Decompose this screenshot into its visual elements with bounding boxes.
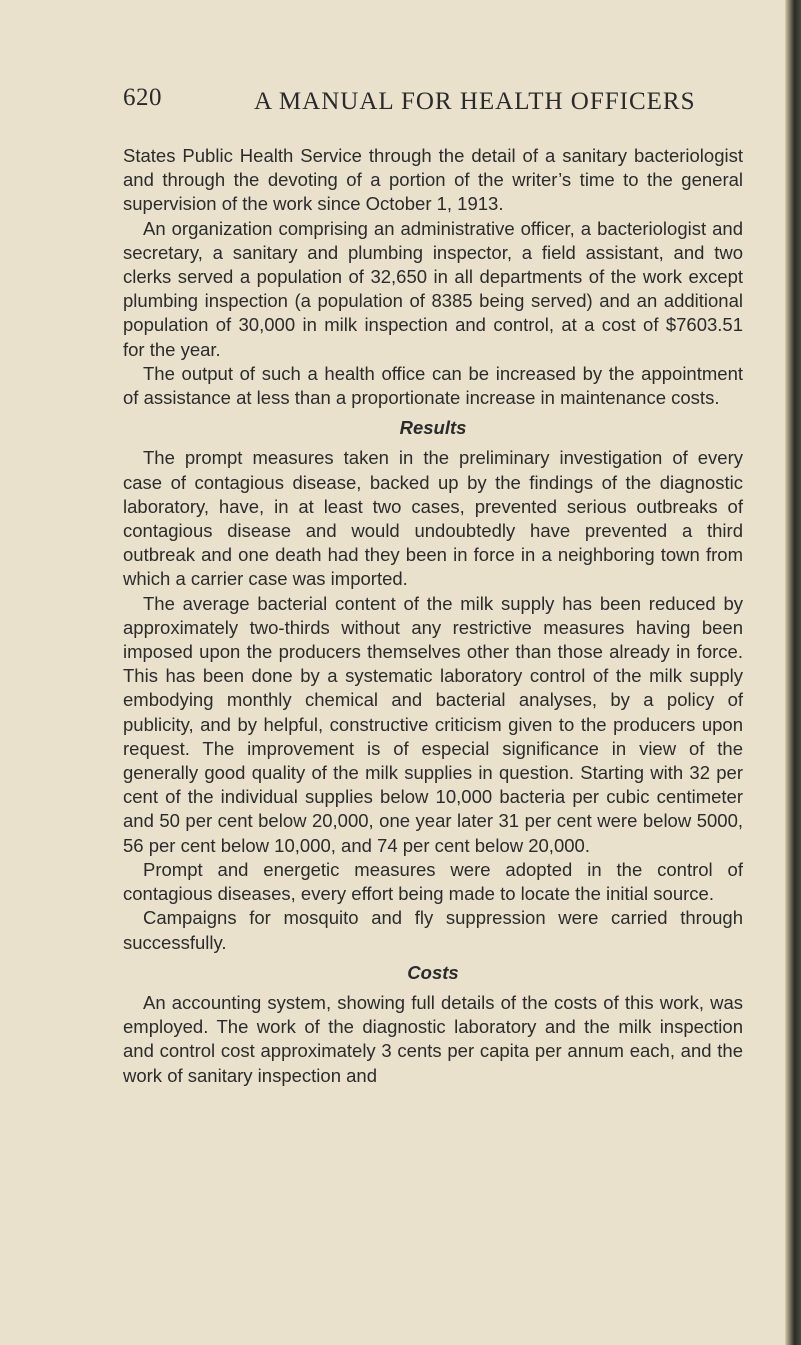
paragraph: The average bacterial content of the milk supply has been reduced by approximately two-thirds without any restrictive measures having been imposed upon the producers themselves other than those already in force. This has been done by a systematic laboratory control of the milk supply embodying monthly chemical and bacterial analyses, by a policy of publicity, and by helpful, constructive criticism given to the producers upon request. The improvement is of especial significance in view of the generally good quality of the milk supplies in question. Starting with 32 per cent of the individual supplies below 10,000 bacteria per cubic centimeter and 50 per cent below 20,000, one year later 31 per cent were below 5000, 56 per cent below 10,000, and 74 per cent below 20,000. xyxy=(123,592,743,856)
page-number: 620 xyxy=(123,84,162,111)
section-heading-costs: Costs xyxy=(407,961,459,983)
paragraph: The prompt measures taken in the preliminary investigation of every case of contagious disease, backed up by the findings of the diagnostic laboratory, have, in at least two cases, prevented serious outbreaks of contagious disease and would undoubtedly have prevented a third outbreak and one death had they been in force in a neighboring town from which a carrier case was imported. xyxy=(123,447,743,590)
paragraph: An accounting system, showing full details of the costs of this work, was employed. The work of the diagnostic laboratory and the milk inspection and control cost approximately 3 cents per capita per annum each, and the work of sanitary inspection and xyxy=(123,991,743,1086)
body-text xyxy=(123,144,743,1088)
paragraph: An organization comprising an administrative officer, a bacteriologist and secretary, a sanitary and plumbing inspector, a field assistant, and two clerks served a population of 32,650 in all departments of the work except plumbing inspection (a population of 8385 being served) and an additional population of 30,000 in milk inspection and control, at a cost of $7603.51 for the year. xyxy=(123,217,743,360)
paragraph: Prompt and energetic measures were adopted in the control of contagious diseases, every effort being made to locate the initial source. xyxy=(123,858,743,905)
paragraph: States Public Health Service through the detail of a sanitary bacteriologist and through the devoting of a portion of the writer’s time to the general supervision of the work since October 1, 1913. xyxy=(123,145,743,215)
section-heading-results: Results xyxy=(399,417,467,439)
paragraph: The output of such a health office can be increased by the appointment of assistance at less than a proportionate increase in maintenance costs. xyxy=(123,362,743,409)
binding-edge xyxy=(785,0,801,1345)
running-title: A MANUAL FOR HEALTH OFFICERS xyxy=(254,88,696,115)
paragraph: Campaigns for mosquito and fly suppression were carried through successfully. xyxy=(123,907,743,953)
